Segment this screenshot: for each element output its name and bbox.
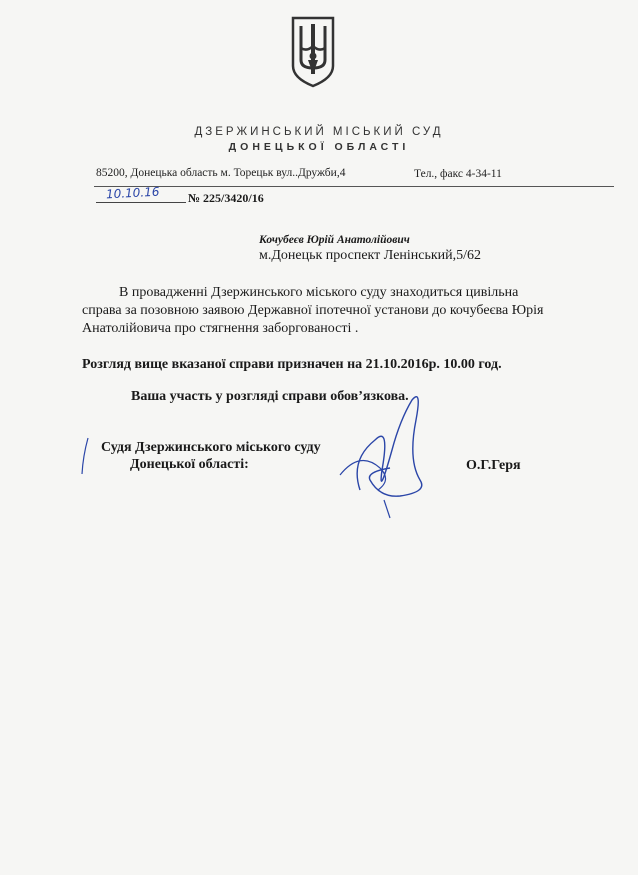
court-phone: Тел., факс 4-34-11 xyxy=(414,168,502,180)
body-line-1: В провадженні Дзержинського міського суду знаходиться цивільна xyxy=(119,285,519,300)
court-name: ДЗЕРЖИНСЬКИЙ МІСЬКИЙ СУД xyxy=(194,126,444,138)
court-address: 85200, Донецька область м. Торецьк вул..Дружби,4 xyxy=(96,167,346,179)
document-number: № 225/3420/16 xyxy=(188,191,264,205)
margin-pen-mark xyxy=(80,436,90,476)
court-region: ДОНЕЦЬКОЇ ОБЛАСТІ xyxy=(228,141,410,153)
handwritten-signature xyxy=(320,380,440,520)
date-underline xyxy=(96,202,186,203)
header-divider xyxy=(94,186,614,187)
addressee-address: м.Донецьк проспект Ленінський,5/62 xyxy=(259,248,482,263)
body-line-2: справа за позовною заявою Державної іпотечної установи до кочубеєва Юрія xyxy=(82,303,544,318)
judge-region: Донецької області: xyxy=(130,457,249,472)
judge-name: О.Г.Геря xyxy=(466,458,521,473)
trident-emblem-icon xyxy=(289,16,337,88)
attendance-notice: Ваша участь у розгляді справи обов’язкова. xyxy=(131,389,409,404)
hearing-notice: Розгляд вище вказаної справи призначен на 21.10.2016р. 10.00 год. xyxy=(82,357,502,372)
body-line-3: Анатолійовича про стягнення заборгованості . xyxy=(82,321,359,336)
handwritten-date: 10.10.16 xyxy=(105,184,160,202)
addressee-name: Кочубеєв Юрій Анатолійович xyxy=(259,234,410,246)
judge-title: Судя Дзержинського міського суду xyxy=(101,440,321,455)
